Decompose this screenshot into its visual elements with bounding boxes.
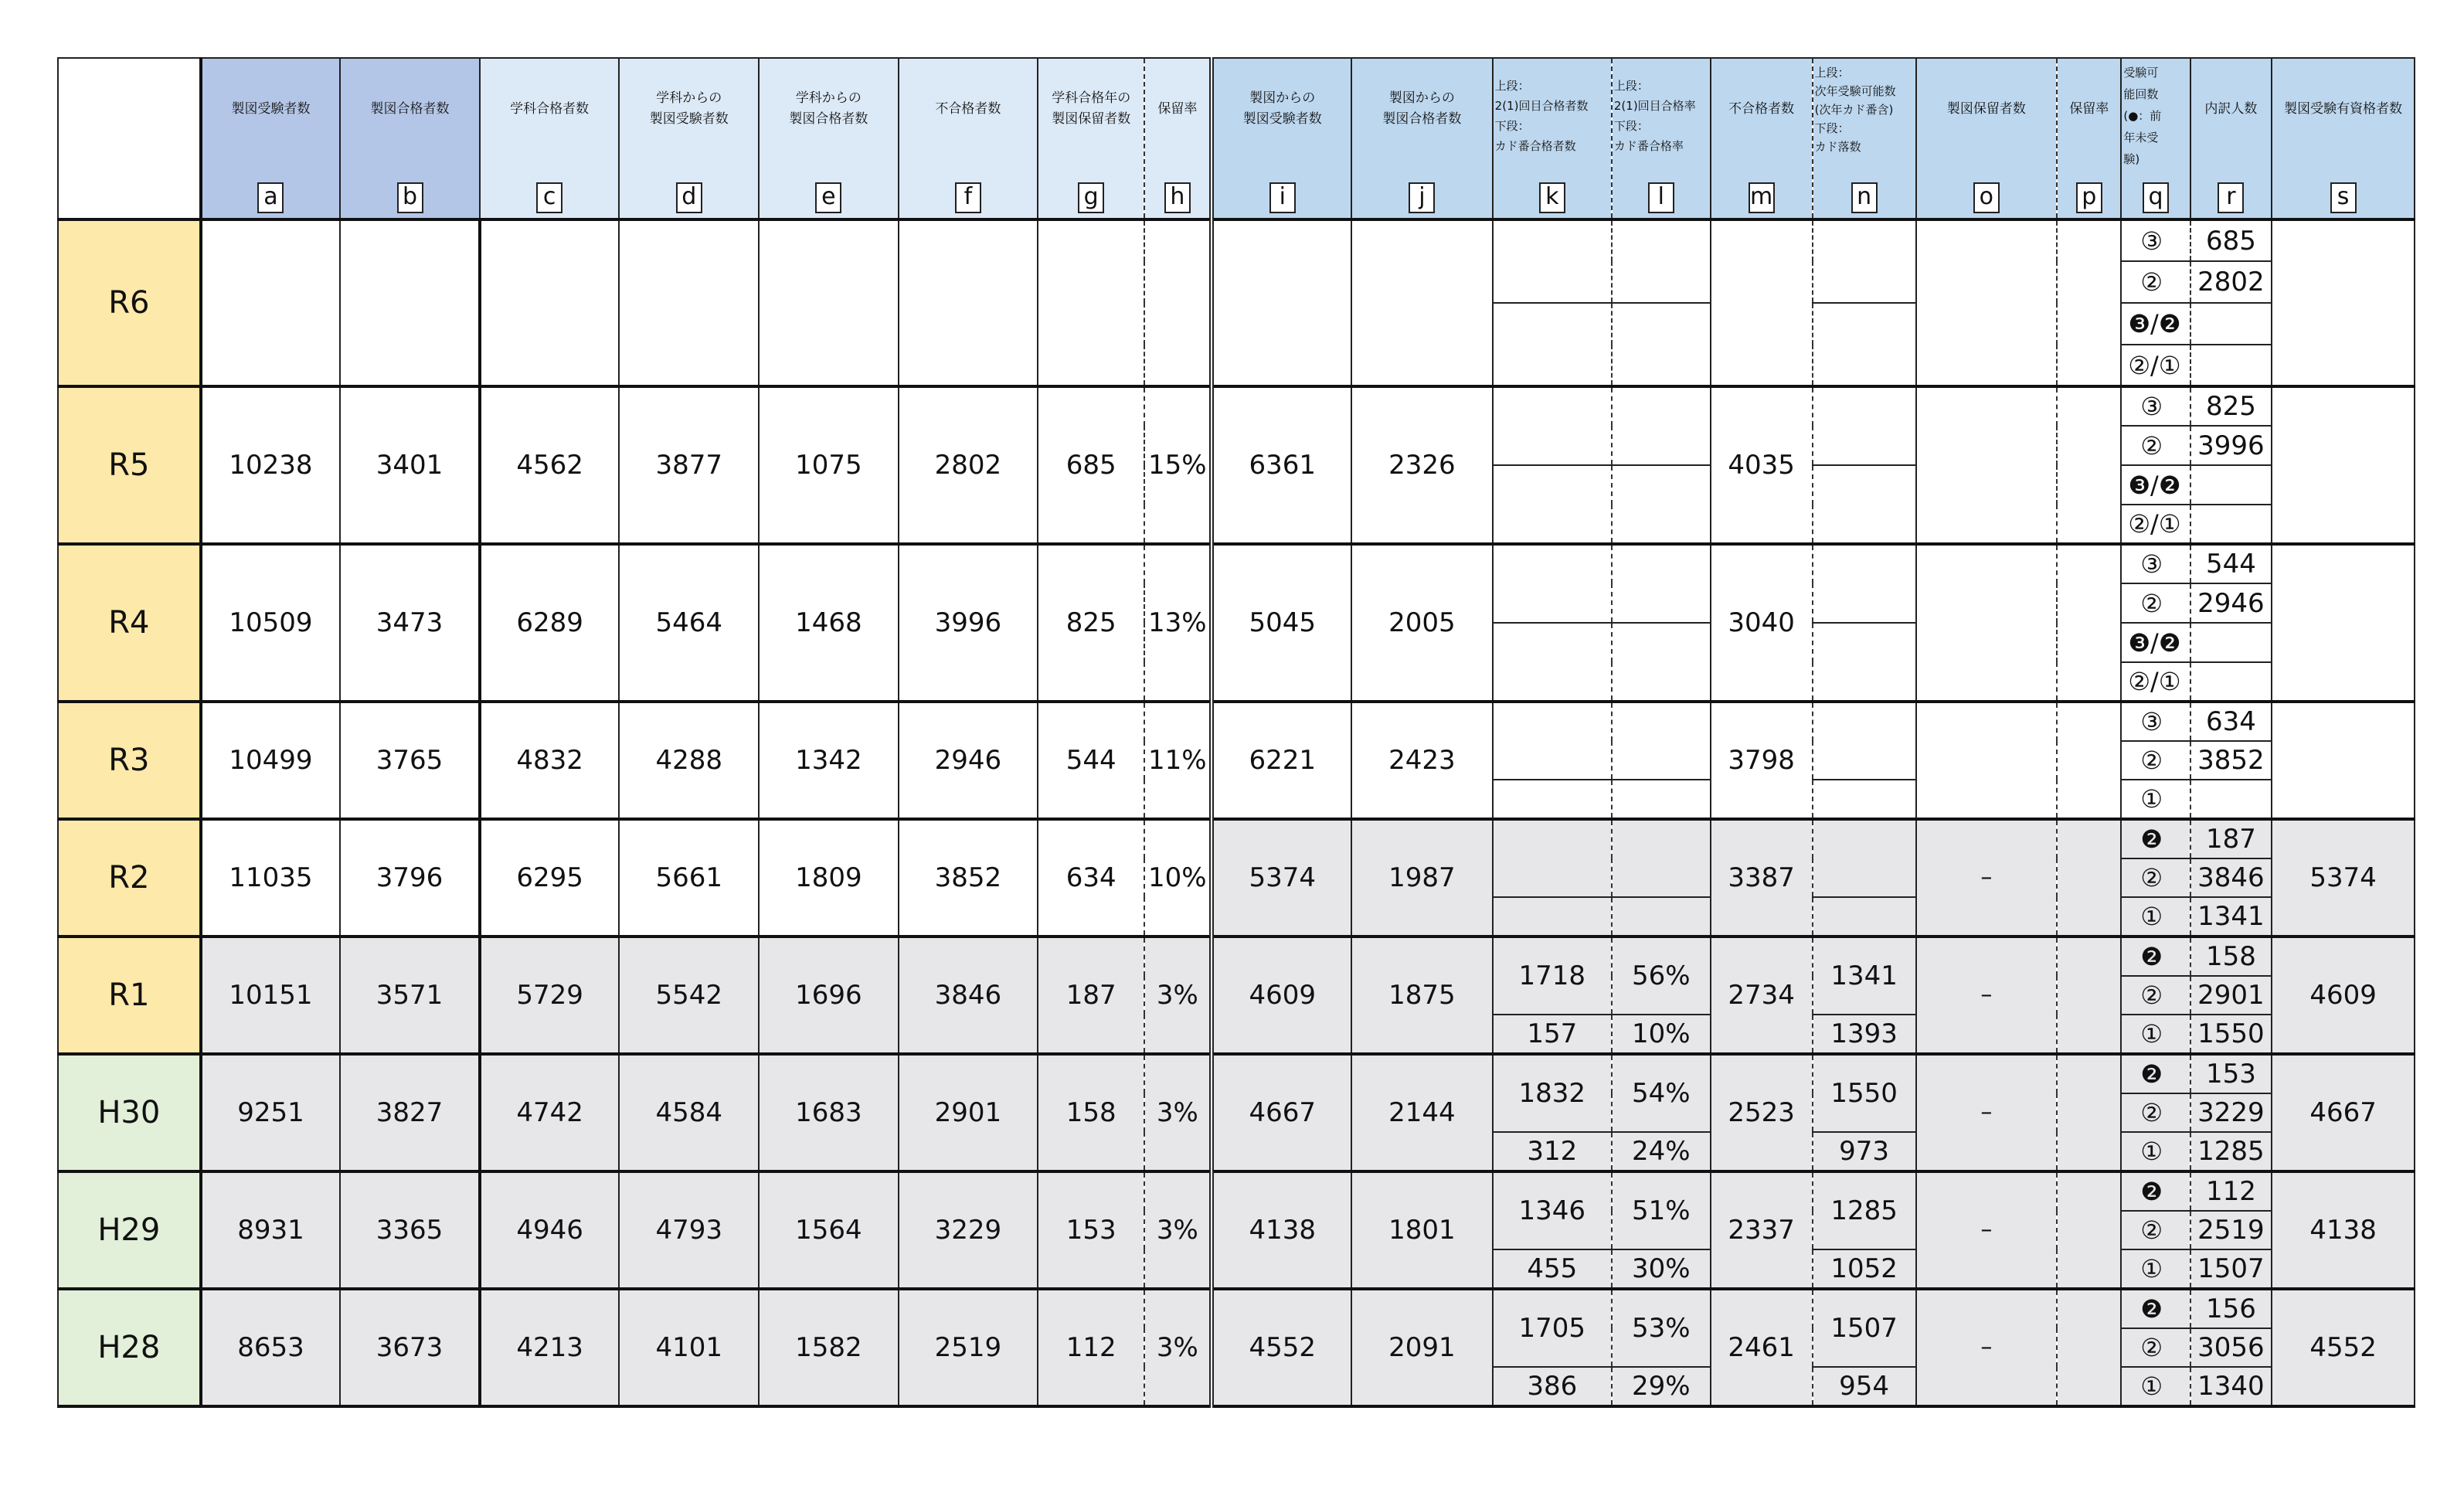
cell-n-bottom: 954 — [1813, 1367, 1916, 1406]
cell-b: 3473 — [340, 544, 480, 702]
cell-n-top — [1813, 819, 1916, 897]
cell-s: 5374 — [2272, 819, 2415, 937]
cell-o: – — [1916, 937, 2058, 1054]
breakdown-count: 1507 — [2190, 1249, 2272, 1289]
cell-m: 4035 — [1711, 386, 1813, 544]
cell-n-bottom — [1813, 623, 1916, 702]
attempt-symbol: ② — [2121, 1211, 2190, 1250]
attempt-symbol: ❸/❷ — [2121, 465, 2190, 505]
attempt-symbol: ② — [2121, 858, 2190, 898]
breakdown-count: 2946 — [2190, 583, 2272, 623]
cell-p — [2057, 937, 2121, 1054]
attempt-symbol: ② — [2121, 583, 2190, 623]
cell-i — [1212, 219, 1351, 386]
cell-a: 8931 — [201, 1171, 341, 1289]
cell-e — [759, 219, 899, 386]
attempt-symbol: ❷ — [2121, 1054, 2190, 1093]
cell-e: 1564 — [759, 1171, 899, 1289]
breakdown-count: 825 — [2190, 386, 2272, 426]
cell-k-bottom — [1493, 897, 1612, 937]
cell-g: 153 — [1038, 1171, 1144, 1289]
year-cell: R5 — [58, 386, 201, 544]
cell-c: 4742 — [480, 1054, 620, 1171]
cell-g: 158 — [1038, 1054, 1144, 1171]
cell-l-bottom — [1612, 897, 1711, 937]
cell-m — [1711, 219, 1813, 386]
cell-l-top — [1612, 544, 1711, 623]
year-cell: R1 — [58, 937, 201, 1054]
attempt-symbol: ① — [2121, 1249, 2190, 1289]
breakdown-count: 544 — [2190, 544, 2272, 583]
cell-k-top: 1832 — [1493, 1054, 1612, 1132]
cell-o — [1916, 386, 2058, 544]
cell-i: 5374 — [1212, 819, 1351, 937]
attempt-symbol: ② — [2121, 1328, 2190, 1368]
cell-b: 3571 — [340, 937, 480, 1054]
cell-k-top — [1493, 819, 1612, 897]
table-row — [58, 1171, 2415, 1211]
cell-a: 9251 — [201, 1054, 341, 1171]
year-cell: H29 — [58, 1171, 201, 1289]
breakdown-count — [2190, 505, 2272, 544]
cell-h — [1144, 219, 1212, 386]
cell-h: 15% — [1144, 386, 1212, 544]
cell-l-bottom — [1612, 780, 1711, 819]
header-c: 学科合格者数 c — [480, 58, 620, 219]
cell-e: 1809 — [759, 819, 899, 937]
cell-p — [2057, 702, 2121, 819]
header-k: 上段： 2(1)回目合格者数 下段： カド番合格者数 k — [1493, 58, 1612, 219]
header-h: 保留率 h — [1144, 58, 1212, 219]
header-g: 学科合格年の 製図保留者数 g — [1038, 58, 1144, 219]
cell-i: 4552 — [1212, 1289, 1351, 1406]
cell-h: 3% — [1144, 1054, 1212, 1171]
cell-n-top — [1813, 544, 1916, 623]
cell-k-top — [1493, 544, 1612, 623]
cell-d: 5464 — [619, 544, 759, 702]
breakdown-count: 158 — [2190, 937, 2272, 976]
cell-m: 3040 — [1711, 544, 1813, 702]
cell-c: 4562 — [480, 386, 620, 544]
cell-m: 2523 — [1711, 1054, 1813, 1171]
cell-p — [2057, 1054, 2121, 1171]
breakdown-count: 1550 — [2190, 1015, 2272, 1054]
cell-l-bottom — [1612, 465, 1711, 544]
header-r: 内訳人数 r — [2190, 58, 2272, 219]
breakdown-count: 3852 — [2190, 741, 2272, 780]
cell-j: 2091 — [1351, 1289, 1493, 1406]
cell-k-bottom — [1493, 780, 1612, 819]
cell-n-bottom — [1813, 780, 1916, 819]
breakdown-count: 187 — [2190, 819, 2272, 858]
cell-a: 10151 — [201, 937, 341, 1054]
attempt-symbol: ❸/❷ — [2121, 623, 2190, 662]
breakdown-count: 112 — [2190, 1171, 2272, 1211]
attempt-symbol: ❷ — [2121, 1171, 2190, 1211]
cell-g: 685 — [1038, 386, 1144, 544]
cell-i: 4667 — [1212, 1054, 1351, 1171]
cell-d: 4584 — [619, 1054, 759, 1171]
cell-h: 3% — [1144, 1171, 1212, 1289]
cell-m: 3387 — [1711, 819, 1813, 937]
breakdown-count: 2802 — [2190, 261, 2272, 303]
attempt-symbol: ② — [2121, 1093, 2190, 1133]
header-i: 製図からの 製図受験者数 i — [1212, 58, 1351, 219]
cell-k-bottom: 455 — [1493, 1249, 1612, 1289]
cell-s: 4552 — [2272, 1289, 2415, 1406]
cell-l-top — [1612, 386, 1711, 465]
cell-h: 11% — [1144, 702, 1212, 819]
cell-k-top — [1493, 219, 1612, 303]
cell-p — [2057, 819, 2121, 937]
cell-d: 4793 — [619, 1171, 759, 1289]
cell-h: 13% — [1144, 544, 1212, 702]
attempt-symbol: ③ — [2121, 386, 2190, 426]
cell-j: 1801 — [1351, 1171, 1493, 1289]
breakdown-count: 1340 — [2190, 1367, 2272, 1406]
header-p: 保留率 p — [2057, 58, 2121, 219]
cell-c: 4832 — [480, 702, 620, 819]
cell-f: 2802 — [899, 386, 1038, 544]
cell-n-bottom: 1393 — [1813, 1015, 1916, 1054]
cell-l-bottom: 29% — [1612, 1367, 1711, 1406]
cell-s — [2272, 219, 2415, 386]
cell-f: 2901 — [899, 1054, 1038, 1171]
cell-o — [1916, 702, 2058, 819]
cell-l-top — [1612, 219, 1711, 303]
cell-o — [1916, 544, 2058, 702]
attempt-symbol: ② — [2121, 741, 2190, 780]
table-row — [58, 1054, 2415, 1093]
cell-m: 3798 — [1711, 702, 1813, 819]
table-row — [58, 1289, 2415, 1328]
attempt-symbol: ❷ — [2121, 937, 2190, 976]
cell-k-bottom — [1493, 623, 1612, 702]
cell-n-top: 1341 — [1813, 937, 1916, 1015]
cell-a: 10509 — [201, 544, 341, 702]
cell-a: 8653 — [201, 1289, 341, 1406]
cell-k-bottom: 312 — [1493, 1132, 1612, 1171]
cell-d: 4101 — [619, 1289, 759, 1406]
breakdown-count: 3846 — [2190, 858, 2272, 898]
cell-l-bottom: 30% — [1612, 1249, 1711, 1289]
cell-e: 1582 — [759, 1289, 899, 1406]
cell-l-bottom: 10% — [1612, 1015, 1711, 1054]
attempt-symbol: ②/① — [2121, 662, 2190, 702]
cell-p — [2057, 386, 2121, 544]
cell-a: 10238 — [201, 386, 341, 544]
cell-a: 11035 — [201, 819, 341, 937]
cell-p — [2057, 1171, 2121, 1289]
cell-i: 4138 — [1212, 1171, 1351, 1289]
header-d: 学科からの 製図受験者数 d — [619, 58, 759, 219]
cell-m: 2337 — [1711, 1171, 1813, 1289]
cell-p — [2057, 544, 2121, 702]
attempt-symbol: ① — [2121, 780, 2190, 819]
cell-s — [2272, 702, 2415, 819]
attempt-symbol: ❷ — [2121, 819, 2190, 858]
cell-o: – — [1916, 1054, 2058, 1171]
year-cell: R3 — [58, 702, 201, 819]
cell-k-top: 1718 — [1493, 937, 1612, 1015]
breakdown-count: 3229 — [2190, 1093, 2272, 1133]
year-cell: R4 — [58, 544, 201, 702]
cell-m: 2461 — [1711, 1289, 1813, 1406]
cell-b: 3827 — [340, 1054, 480, 1171]
cell-s: 4138 — [2272, 1171, 2415, 1289]
cell-c: 6289 — [480, 544, 620, 702]
cell-m: 2734 — [1711, 937, 1813, 1054]
cell-b: 3796 — [340, 819, 480, 937]
cell-d: 3877 — [619, 386, 759, 544]
cell-l-top: 54% — [1612, 1054, 1711, 1132]
cell-o — [1916, 219, 2058, 386]
breakdown-count: 3996 — [2190, 426, 2272, 465]
attempt-symbol: ❸/❷ — [2121, 303, 2190, 345]
cell-n-top: 1550 — [1813, 1054, 1916, 1132]
cell-h: 3% — [1144, 937, 1212, 1054]
statistics-table — [57, 57, 2415, 1408]
cell-s: 4609 — [2272, 937, 2415, 1054]
cell-o: – — [1916, 819, 2058, 937]
breakdown-count — [2190, 465, 2272, 505]
cell-o: – — [1916, 1289, 2058, 1406]
cell-l-top: 51% — [1612, 1171, 1711, 1249]
breakdown-count — [2190, 780, 2272, 819]
cell-h: 3% — [1144, 1289, 1212, 1406]
cell-e: 1468 — [759, 544, 899, 702]
cell-k-bottom — [1493, 465, 1612, 544]
breakdown-count: 2519 — [2190, 1211, 2272, 1250]
cell-b: 3673 — [340, 1289, 480, 1406]
cell-l-top — [1612, 702, 1711, 780]
cell-l-top: 53% — [1612, 1289, 1711, 1367]
header-o: 製図保留者数 o — [1916, 58, 2058, 219]
table-row — [58, 937, 2415, 976]
breakdown-count: 156 — [2190, 1289, 2272, 1328]
cell-n-top — [1813, 386, 1916, 465]
cell-c: 6295 — [480, 819, 620, 937]
year-cell: H30 — [58, 1054, 201, 1171]
cell-b: 3401 — [340, 386, 480, 544]
cell-k-bottom: 386 — [1493, 1367, 1612, 1406]
year-cell: R2 — [58, 819, 201, 937]
cell-k-bottom: 157 — [1493, 1015, 1612, 1054]
table-row — [58, 819, 2415, 858]
table-row — [58, 386, 2415, 426]
cell-c: 5729 — [480, 937, 620, 1054]
cell-i: 6361 — [1212, 386, 1351, 544]
cell-j: 1875 — [1351, 937, 1493, 1054]
cell-n-bottom: 1052 — [1813, 1249, 1916, 1289]
cell-f: 3852 — [899, 819, 1038, 937]
attempt-symbol: ① — [2121, 1367, 2190, 1406]
cell-d: 5542 — [619, 937, 759, 1054]
cell-b: 3765 — [340, 702, 480, 819]
header-l: 上段： 2(1)回目合格率 下段： カド番合格率 l — [1612, 58, 1711, 219]
cell-n-bottom — [1813, 465, 1916, 544]
attempt-symbol: ②/① — [2121, 345, 2190, 386]
cell-k-bottom — [1493, 303, 1612, 386]
table-row — [58, 544, 2415, 583]
cell-j: 2326 — [1351, 386, 1493, 544]
breakdown-count: 153 — [2190, 1054, 2272, 1093]
breakdown-count: 685 — [2190, 219, 2272, 261]
attempt-symbol: ③ — [2121, 219, 2190, 261]
cell-k-top: 1346 — [1493, 1171, 1612, 1249]
attempt-symbol: ② — [2121, 976, 2190, 1015]
cell-o: – — [1916, 1171, 2058, 1289]
cell-i: 5045 — [1212, 544, 1351, 702]
cell-j: 2005 — [1351, 544, 1493, 702]
cell-a: 10499 — [201, 702, 341, 819]
breakdown-count — [2190, 345, 2272, 386]
cell-k-top — [1493, 386, 1612, 465]
cell-i: 6221 — [1212, 702, 1351, 819]
cell-d: 5661 — [619, 819, 759, 937]
cell-b: 3365 — [340, 1171, 480, 1289]
cell-s — [2272, 386, 2415, 544]
cell-g: 112 — [1038, 1289, 1144, 1406]
header-f: 不合格者数 f — [899, 58, 1038, 219]
cell-b — [340, 219, 480, 386]
corner-cell — [58, 58, 201, 219]
breakdown-count — [2190, 623, 2272, 662]
cell-c: 4213 — [480, 1289, 620, 1406]
cell-k-top: 1705 — [1493, 1289, 1612, 1367]
cell-s — [2272, 544, 2415, 702]
cell-n-top: 1507 — [1813, 1289, 1916, 1367]
breakdown-count: 2901 — [2190, 976, 2272, 1015]
cell-i: 4609 — [1212, 937, 1351, 1054]
header-m: 不合格者数 m — [1711, 58, 1813, 219]
cell-n-bottom: 973 — [1813, 1132, 1916, 1171]
cell-e: 1075 — [759, 386, 899, 544]
header-e: 学科からの 製図合格者数 e — [759, 58, 899, 219]
cell-g — [1038, 219, 1144, 386]
attempt-symbol: ① — [2121, 897, 2190, 937]
cell-f: 3996 — [899, 544, 1038, 702]
cell-d — [619, 219, 759, 386]
attempt-symbol: ②/① — [2121, 505, 2190, 544]
cell-j — [1351, 219, 1493, 386]
cell-l-bottom — [1612, 623, 1711, 702]
breakdown-count: 3056 — [2190, 1328, 2272, 1368]
attempt-symbol: ① — [2121, 1015, 2190, 1054]
header-n: 上段： 次年受験可能数 (次年カド番含) 下段： カド落数 n — [1813, 58, 1916, 219]
cell-e: 1683 — [759, 1054, 899, 1171]
cell-l-bottom: 24% — [1612, 1132, 1711, 1171]
cell-f: 3846 — [899, 937, 1038, 1054]
breakdown-count: 1341 — [2190, 897, 2272, 937]
attempt-symbol: ② — [2121, 426, 2190, 465]
cell-g: 825 — [1038, 544, 1144, 702]
cell-f: 3229 — [899, 1171, 1038, 1289]
breakdown-count — [2190, 662, 2272, 702]
cell-l-bottom — [1612, 303, 1711, 386]
attempt-symbol: ② — [2121, 261, 2190, 303]
cell-f: 2946 — [899, 702, 1038, 819]
cell-g: 634 — [1038, 819, 1144, 937]
attempt-symbol: ❷ — [2121, 1289, 2190, 1328]
cell-g: 187 — [1038, 937, 1144, 1054]
cell-l-top — [1612, 819, 1711, 897]
header-q: 受験可 能回数 (●：前 年未受 験) q — [2121, 58, 2190, 219]
table-row — [58, 702, 2415, 741]
cell-f: 2519 — [899, 1289, 1038, 1406]
breakdown-count: 634 — [2190, 702, 2272, 741]
cell-d: 4288 — [619, 702, 759, 819]
cell-h: 10% — [1144, 819, 1212, 937]
cell-e: 1696 — [759, 937, 899, 1054]
cell-g: 544 — [1038, 702, 1144, 819]
cell-c — [480, 219, 620, 386]
cell-l-top: 56% — [1612, 937, 1711, 1015]
year-cell: H28 — [58, 1289, 201, 1406]
attempt-symbol: ③ — [2121, 544, 2190, 583]
cell-p — [2057, 219, 2121, 386]
year-cell: R6 — [58, 219, 201, 386]
cell-n-top: 1285 — [1813, 1171, 1916, 1249]
breakdown-count — [2190, 303, 2272, 345]
attempt-symbol: ① — [2121, 1132, 2190, 1171]
attempt-symbol: ③ — [2121, 702, 2190, 741]
cell-j: 1987 — [1351, 819, 1493, 937]
cell-j: 2423 — [1351, 702, 1493, 819]
header-s: 製図受験有資格者数 s — [2272, 58, 2415, 219]
cell-n-bottom — [1813, 303, 1916, 386]
header-b: 製図合格者数 b — [340, 58, 480, 219]
cell-e: 1342 — [759, 702, 899, 819]
breakdown-count: 1285 — [2190, 1132, 2272, 1171]
cell-f — [899, 219, 1038, 386]
cell-p — [2057, 1289, 2121, 1406]
cell-n-bottom — [1813, 897, 1916, 937]
cell-n-top — [1813, 702, 1916, 780]
cell-c: 4946 — [480, 1171, 620, 1289]
cell-j: 2144 — [1351, 1054, 1493, 1171]
cell-a — [201, 219, 341, 386]
cell-k-top — [1493, 702, 1612, 780]
cell-n-top — [1813, 219, 1916, 303]
header-a: 製図受験者数 a — [201, 58, 341, 219]
cell-s: 4667 — [2272, 1054, 2415, 1171]
table-row — [58, 219, 2415, 261]
header-j: 製図からの 製図合格者数 j — [1351, 58, 1493, 219]
